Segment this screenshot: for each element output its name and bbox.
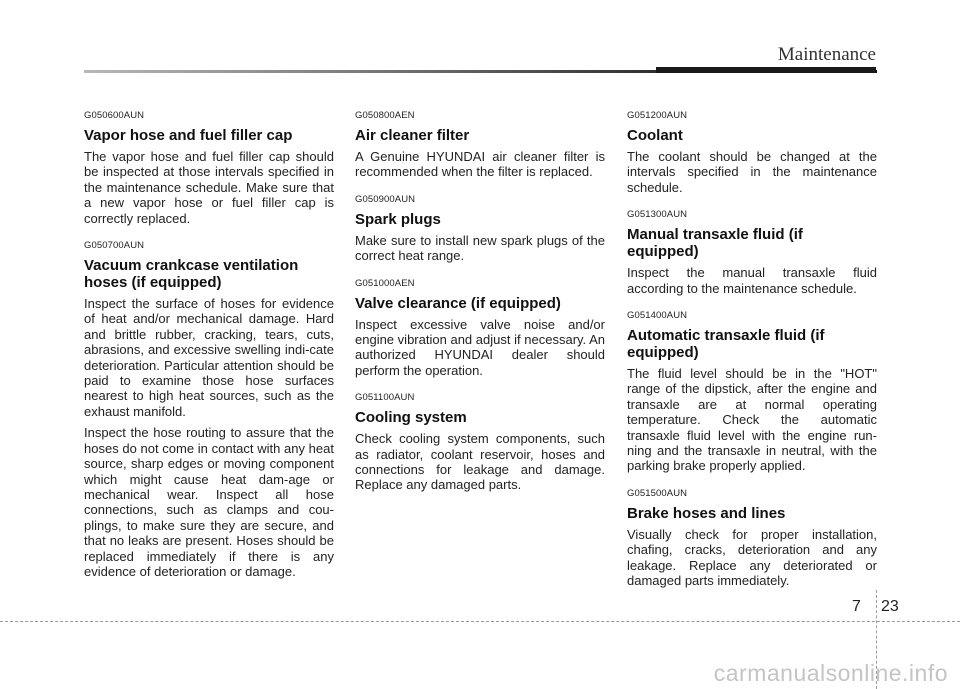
header-rule-accent [656,67,876,73]
column-3 [627,110,877,603]
section-code: G050600AUN [84,110,145,121]
section-title: Spark plugs [355,210,441,228]
section-automatic-transaxle [627,310,877,474]
section-brake-hoses [627,488,877,589]
section-code: G051300AUN [627,209,688,221]
section-code: G051200AUN [627,110,688,121]
section-paragraph: Make sure to install new spark plugs of the correct heat range. [355,232,605,264]
section-title: Brake hoses and lines [627,504,786,522]
column-2 [355,110,605,507]
section-crankcase-ventilation [84,240,334,579]
column-1 [84,110,334,593]
section-code: G051000AEN [355,277,415,289]
section-paragraph: Inspect excessive valve noise and/or engine vibration and adjust if necessary. An authorized HYUNDAI dealer should perform the operation. [355,316,605,378]
section-valve-clearance [355,278,605,379]
section-paragraph: Check cooling system components, such as radiator, coolant reservoir, hoses and connections for leakage and damage. Replace any damaged parts. [355,431,605,493]
section-code: G050700AUN [84,240,145,252]
section-air-cleaner [355,110,605,180]
section-paragraph: The vapor hose and fuel filler cap should be inspected at those intervals specified in the maintenance schedule. Make sure that a new vapor hose or fuel filler cap is correctly replaced. [84,149,334,226]
section-paragraph: Inspect the manual transaxle fluid according to the maintenance schedule. [627,265,877,296]
section-code: G050800AEN [355,110,415,121]
section-paragraph: The coolant should be changed at the intervals specified in the maintenance schedule. [627,149,877,195]
chapter-number: 7 [852,598,861,615]
section-title: Cooling system [355,409,467,427]
section-spark-plugs [355,194,605,264]
page-number: 23 [881,598,899,615]
section-vapor-hose [84,110,334,226]
section-title: Vapor hose and fuel filler cap [84,127,293,144]
section-coolant [627,110,877,195]
section-code: G050900AUN [355,193,416,205]
section-paragraph: Inspect the hose routing to assure that the hoses do not come in contact with any heat source, sharp edges or moving component which might cause heat dam-age or mechanical wear. Inspect all hose connections, such as clamps and cou-plings, to make sure they are secure, and that no leaks are present. Hoses should be replaced immediately if there is any evidence of deterioration or damage. [84,425,334,579]
page-header-title: Maintenance [777,44,876,65]
section-title: Automatic transaxle fluid (if equipped) [627,327,825,362]
section-cooling-system [355,392,605,493]
section-paragraph: A Genuine HYUNDAI air cleaner filter is recommended when the filter is replaced. [355,149,605,180]
section-paragraph: Visually check for proper installation, chafing, cracks, deterioration and any leakage. Replace any deteriorated or damaged parts immediately. [627,526,877,589]
section-paragraph: The fluid level should be in the "HOT" range of the dipstick, after the engine and transaxle are at normal operating temperature. Check the automatic transaxle fluid level with the engine run-ning and the transaxle in neutral, with the parking brake properly applied. [627,366,877,474]
footer-dashed-rule [0,621,960,622]
section-code: G051400AUN [627,310,688,322]
watermark: carmanualsonline.info [713,660,948,686]
section-title: Air cleaner filter [355,127,470,144]
section-title: Coolant [627,127,683,144]
section-title: Vacuum crankcase ventilation hoses (if equipped) [84,257,299,292]
section-code: G051100AUN [355,392,415,404]
section-paragraph: Inspect the surface of hoses for evidence of heat and/or mechanical damage. Hard and brittle rubber, cracking, tears, cuts, abrasions, and excessive swelling indi-cate deterioration. Particular attention should be paid to examine those hose surfaces nearest to high heat sources, such as the exhaust manifold. [84,296,334,419]
section-title: Manual transaxle fluid (if equipped) [627,226,803,261]
section-title: Valve clearance (if equipped) [355,294,561,312]
section-code: G051500AUN [627,487,688,499]
section-manual-transaxle [627,209,877,296]
